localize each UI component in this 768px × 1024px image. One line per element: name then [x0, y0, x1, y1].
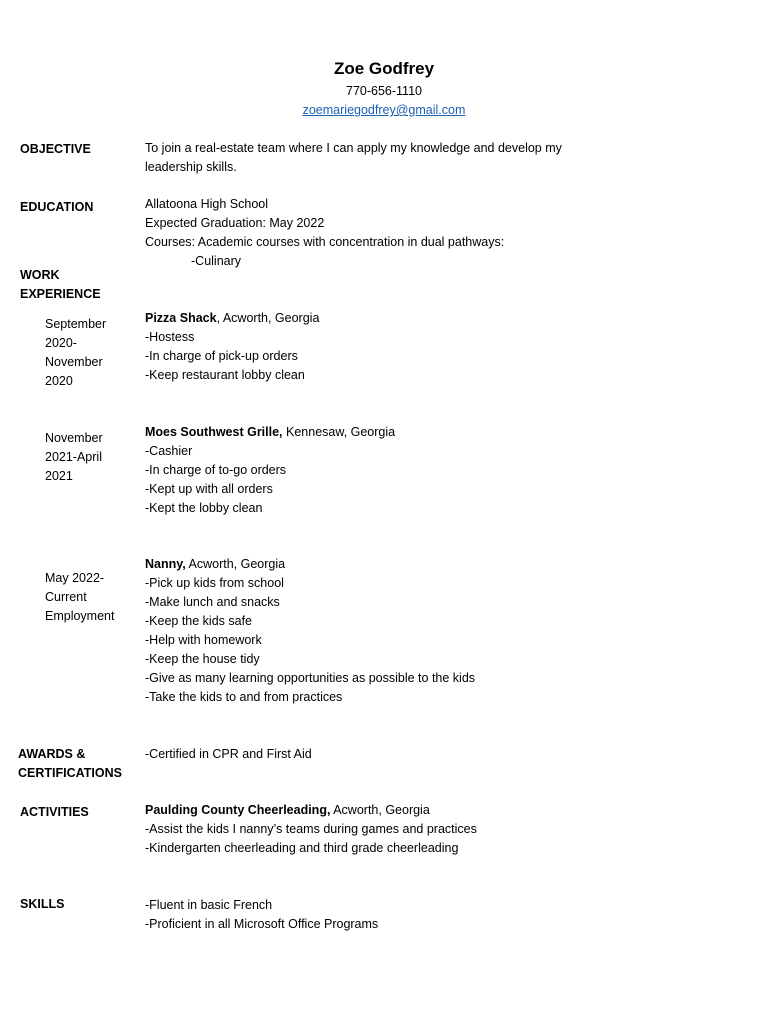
objective-line: leadership skills.: [145, 160, 237, 174]
employer-location: Kennesaw, Georgia: [282, 425, 396, 439]
job-duty: -Hostess: [145, 330, 195, 344]
job-duty: -Pick up kids from school: [145, 576, 284, 590]
job-duty: -Take the kids to and from practices: [145, 690, 343, 704]
job-duty: -In charge of to-go orders: [145, 463, 287, 477]
email-container: [0, 101, 768, 120]
job-date-line: 2020-: [45, 336, 77, 350]
education-details: [145, 195, 504, 271]
activity-location: Acworth, Georgia: [330, 803, 430, 817]
activity-item: -Kindergarten cheerleading and third grade cheerleading: [145, 841, 459, 855]
job-title-line: [145, 309, 319, 328]
job-date-range: [45, 429, 103, 486]
skills-heading: SKILLS: [20, 897, 65, 911]
job-date-line: 2020: [45, 374, 73, 388]
activities-list: [145, 801, 477, 858]
work-experience-heading: [20, 266, 101, 304]
job-duty: -Kept up with all orders: [145, 482, 273, 496]
job-date-line: May 2022-: [45, 571, 105, 585]
activities-heading: ACTIVITIES: [20, 805, 89, 819]
job-title-line: [145, 555, 475, 574]
awards-list: [145, 745, 312, 764]
activity-title-line: [145, 801, 477, 820]
job-entry: [145, 309, 319, 385]
job-duty: -Help with homework: [145, 633, 262, 647]
phone-number: 770-656-1110: [346, 84, 422, 98]
awards-heading: [18, 745, 122, 783]
resume-name: Zoe Godfrey: [333, 59, 435, 78]
award-item: -Certified in CPR and First Aid: [145, 747, 312, 761]
job-duty: -Give as many learning opportunities as possible to the kids: [145, 671, 476, 685]
job-entry: [145, 423, 395, 518]
job-duty: -Cashier: [145, 444, 193, 458]
work-heading-line: WORK: [20, 268, 60, 282]
skill-item: -Fluent in basic French: [145, 898, 273, 912]
job-date-line: Employment: [45, 609, 115, 623]
education-heading: EDUCATION: [20, 200, 94, 214]
job-duty: -Kept the lobby clean: [145, 501, 263, 515]
job-duty: -Make lunch and snacks: [145, 595, 280, 609]
job-duty: -Keep restaurant lobby clean: [145, 368, 305, 382]
objective-heading: OBJECTIVE: [20, 142, 91, 156]
school-name: Allatoona High School: [145, 197, 268, 211]
activity-item: -Assist the kids I nanny’s teams during games and practices: [145, 822, 477, 836]
employer-location: , Acworth, Georgia: [216, 311, 320, 325]
job-date-line: Current: [45, 590, 87, 604]
job-date-line: November: [45, 355, 103, 369]
objective-line: To join a real-estate team where I can apply my knowledge and develop my: [145, 141, 562, 155]
skill-item: -Proficient in all Microsoft Office Programs: [145, 917, 379, 931]
awards-heading-line: CERTIFICATIONS: [18, 766, 122, 780]
job-entry: [145, 555, 475, 707]
work-heading-line: EXPERIENCE: [20, 287, 101, 301]
activity-org: Paulding County Cheerleading,: [145, 803, 331, 817]
objective-text: [145, 139, 562, 177]
graduation-date: Expected Graduation: May 2022: [145, 216, 325, 230]
email-link[interactable]: zoemariegodfrey@gmail.com: [302, 103, 466, 117]
job-date-line: September: [45, 317, 107, 331]
employer-location: Acworth, Georgia: [185, 557, 286, 571]
job-date-line: 2021: [45, 469, 73, 483]
employer-name: Nanny,: [145, 557, 186, 571]
job-duty: -Keep the house tidy: [145, 652, 260, 666]
job-duty: -Keep the kids safe: [145, 614, 253, 628]
awards-heading-line: AWARDS &: [18, 747, 86, 761]
job-date-range: [45, 315, 106, 391]
employer-name: Pizza Shack: [145, 311, 217, 325]
courses-text: Courses: Academic courses with concentration in dual pathways:: [145, 235, 505, 249]
skills-list: [145, 896, 378, 934]
job-date-line: November: [45, 431, 103, 445]
job-title-line: [145, 423, 395, 442]
job-date-range: [45, 569, 114, 626]
employer-name: Moes Southwest Grille,: [145, 425, 283, 439]
job-duty: -In charge of pick-up orders: [145, 349, 298, 363]
pathway-item: -Culinary: [191, 254, 242, 268]
job-date-line: 2021-April: [45, 450, 102, 464]
